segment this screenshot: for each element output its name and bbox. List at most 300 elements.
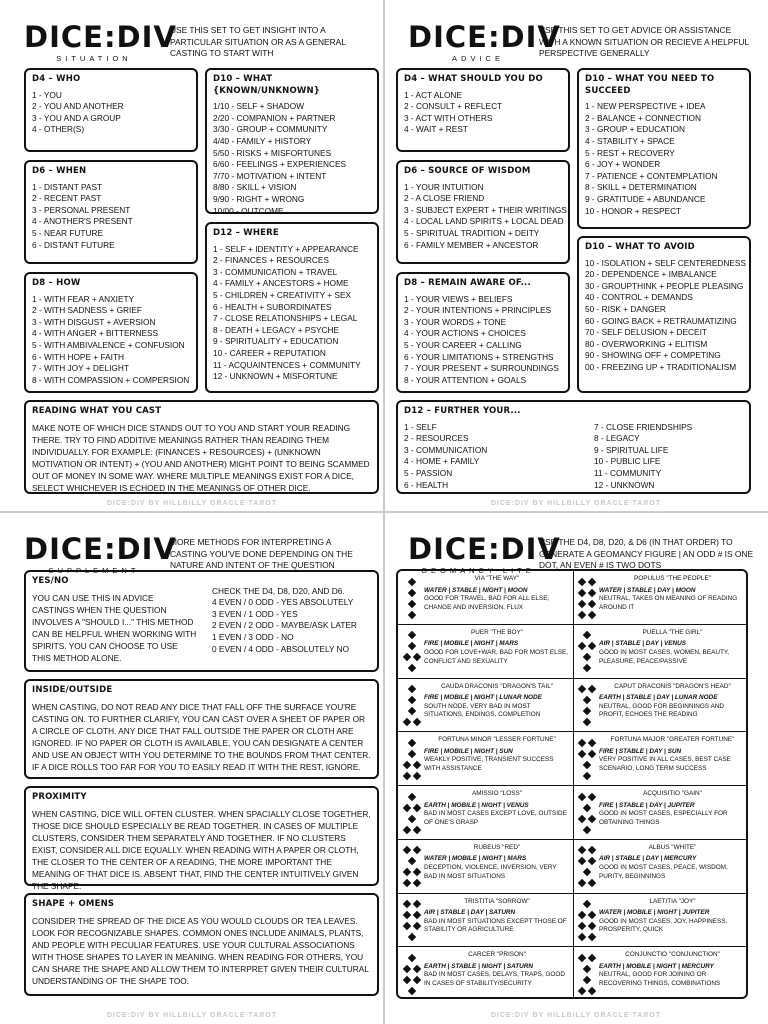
list-item: 4 - WITH ANGER + BITTERNESS: [32, 328, 159, 339]
situation-d10-box: [205, 68, 379, 214]
figure-name: FORTUNA MAJOR "GREATER FORTUNE": [610, 736, 735, 744]
box-title: D10 – WHAT TO AVOID: [585, 242, 695, 252]
box-title: D12 – FURTHER YOUR...: [404, 406, 521, 416]
dot-icon: [408, 631, 416, 639]
dot-icon: [588, 954, 596, 962]
box-title: D4 – WHO: [32, 74, 81, 84]
list-item: 0 EVEN / 4 ODD - ABSOLUTELY NO: [212, 643, 350, 654]
figure-dots-icon: [402, 952, 422, 996]
figure-description: VERY POSITIVE IN ALL CASES, BEST CASE SCENARIO, LONG TERM SUCCESS: [599, 756, 731, 773]
list-item: 5/50 - RISKS + MISFORTUNES: [213, 147, 332, 158]
geomancy-figure: [398, 840, 574, 894]
list-item: 1 - YOUR INTUITION: [404, 181, 484, 192]
figure-dots-icon: [577, 791, 597, 835]
item-list: [585, 101, 743, 217]
figure-attributes: FIRE | MOBILE | NIGHT | SUN: [424, 747, 513, 755]
list-item: 3/30 - GROUP + COMMUNITY: [213, 124, 328, 135]
situation-d4-box: [24, 68, 198, 152]
situation-panel: [0, 0, 384, 512]
dot-icon: [403, 718, 411, 726]
dot-icon: [583, 761, 591, 769]
dot-icon: [583, 772, 591, 780]
list-item: 1 - DISTANT PAST: [32, 181, 103, 192]
dot-icon: [578, 954, 586, 962]
list-item: 1 - WITH FEAR + ANXIETY: [32, 293, 135, 304]
list-item: 4 - STABILITY + SPACE: [585, 135, 675, 146]
dot-icon: [578, 739, 586, 747]
dot-icon: [408, 750, 416, 758]
dot-icon: [408, 610, 416, 618]
figure-dots-icon: [577, 576, 597, 620]
dot-icon: [403, 879, 411, 887]
yes-no-content: [32, 585, 371, 664]
figure-text: [599, 629, 746, 666]
situation-reading-box: [24, 400, 379, 494]
advice-intro: USE THIS SET TO GET ADVICE OR ASSISTANCE WITH A KNOWN SITUATION OR RECIEVE A HELPFUL PERSPECTIVE GENERALLY: [539, 25, 749, 58]
list-item: 2 - BALANCE + CONNECTION: [585, 112, 701, 123]
figure-text: [424, 951, 570, 988]
list-item: 2 EVEN / 2 ODD - MAYBE/ASK LATER: [212, 620, 357, 631]
figure-description: WEAKLY POSITIVE, TRANSIENT SUCCESS WITH ASSISTANCE: [424, 756, 554, 773]
dot-icon: [403, 900, 411, 908]
list-item: 5 - REST + RECOVERY: [585, 147, 675, 158]
dot-icon: [578, 857, 586, 865]
geomancy-figure: [573, 894, 748, 948]
list-item: 12 - UNKNOWN: [594, 479, 655, 490]
advice-d10-avoid-box: [577, 236, 751, 393]
item-list: [404, 181, 567, 252]
list-item: 6 - JOY + WONDER: [585, 159, 661, 170]
list-item: 6 - DISTANT FUTURE: [32, 239, 115, 250]
list-item: 8 - LEGACY: [594, 433, 640, 444]
advice-d12-box: [396, 400, 751, 494]
dot-icon: [583, 965, 591, 973]
shape-omens-box: [24, 893, 379, 996]
figure-attributes: AIR | STABLE | DAY | MERCURY: [599, 855, 697, 863]
list-item: 30 - GROUPTHINK + PEOPLE PLEASING: [585, 280, 744, 291]
figure-attributes: WATER | MOBILE | NIGHT | JUPITER: [599, 909, 710, 917]
geomancy-figure: [398, 894, 574, 948]
proximity-box: [24, 786, 379, 891]
dot-icon: [413, 718, 421, 726]
figure-dots-icon: [577, 737, 597, 781]
figure-description: GOOD IN MOST CASES, ESPECIALLY FOR OBTAINING THINGS: [599, 810, 728, 826]
list-item: 1/10 - SELF + SHADOW: [213, 101, 305, 112]
list-item: 5 - NEAR FUTURE: [32, 227, 103, 238]
figure-name: VIA "THE WAY": [474, 575, 520, 582]
box-text: WHEN CASTING, DO NOT READ ANY DICE THAT FALL OFF THE SURFACE YOU'RE CASTING ON. TO FURTHER CLARIFY, YOU CAN CAST OVER A SHEET OF PAPER OR A CIRCLE OF CLOTH. ANY DICE THAT FALL OUTSIDE THE PAPER OR CLOTH ARE IGNORED. IF NO PAPER OR CLOTH IS AVAILABLE, YOU CAN DESIGNATE A CENTER AND USE AN OBJECT WITH YOU DETERMINE TO THE BOUNDS FROM THAT CENTER. IF A DICE ROLLS TOO FAR FOR YOU TO EASILY READ IT WITH THE REST, IGNORE.: [32, 701, 371, 772]
dot-icon: [588, 599, 596, 607]
yes-no-table: [212, 586, 357, 664]
list-item: 20 - DEPENDENCE + IMBALANCE: [585, 269, 717, 280]
figure-attributes: FIRE | STABLE | DAY | SUN: [599, 747, 682, 755]
figure-attributes: FIRE | STABLE | DAY | JUPITER: [599, 801, 695, 809]
two-columns: [404, 422, 743, 492]
figure-description: NEUTRAL, TAKES ON MEANING OF READING AROUND IT: [599, 595, 738, 611]
figure-attributes: EARTH | STABLE | DAY | LUNAR NODE: [599, 694, 718, 702]
dot-icon: [588, 610, 596, 618]
list-item: 4 - OTHER(S): [32, 124, 85, 135]
dot-icon: [413, 879, 421, 887]
figure-text: [599, 951, 746, 988]
dot-icon: [583, 900, 591, 908]
dot-icon: [588, 857, 596, 865]
dot-icon: [583, 707, 591, 715]
supplement-intro: MORE METHODS FOR INTERPRETING A CASTING YOU'VE DONE DEPENDING ON THE NATURE AND INTENT OF THE QUESTION: [170, 537, 353, 570]
figure-description: BAD IN MOST SITUATIONS EXCEPT THOSE OF STABILITY OR AGRICULTURE: [424, 917, 567, 934]
advice-d4-box: [396, 68, 570, 152]
geomancy-figure: [398, 947, 574, 999]
list-item: 7 - CLOSE RELATIONSHIPS + LEGAL: [213, 313, 358, 324]
list-item: 6 - FAMILY MEMBER + ANCESTOR: [404, 239, 539, 250]
figure-attributes: WATER | MOBILE | NIGHT | MARS: [424, 855, 527, 863]
figure-attributes: EARTH | MOBILE | NIGHT | MERCURY: [599, 962, 714, 970]
list-item: 1 - YOU: [32, 89, 62, 100]
footer: DICE:DIV BY HILLBILLY ORACLE TAROT: [106, 1012, 278, 1019]
geomancy-table: [396, 569, 748, 999]
list-item: 12 - UNKNOWN + MISFORTUNE: [213, 371, 338, 382]
figure-text: [424, 683, 570, 720]
geomancy-figure: [573, 947, 748, 999]
list-item: 60 - GOING BACK + RETRAUMATIZING: [585, 315, 737, 326]
advice-panel: [384, 0, 768, 512]
figure-name: ACQUISITIO "GAIN": [643, 790, 702, 797]
footer: DICE:DIV BY HILLBILLY ORACLE TAROT: [490, 1012, 662, 1019]
figure-attributes: FIRE | MOBILE | NIGHT | MARS: [424, 640, 519, 648]
geomancy-figure: [398, 571, 574, 625]
dot-icon: [408, 792, 416, 800]
list-item: 1 - SELF + IDENTITY + APPEARANCE: [213, 243, 359, 254]
logo-title: DICE:DIV: [408, 20, 561, 54]
dot-icon: [583, 664, 591, 672]
figure-name: AMISSIO "LOSS": [472, 790, 522, 797]
list-item: 3 - YOUR WORDS + TONE: [404, 316, 507, 327]
figure-attributes: WATER | STABLE | NIGHT | MOON: [424, 586, 528, 594]
item-list: [32, 90, 190, 136]
list-item: 10 - CAREER + REPUTATION: [213, 347, 326, 358]
dot-icon: [578, 610, 586, 618]
dot-icon: [583, 718, 591, 726]
dot-icon: [413, 922, 421, 930]
dot-icon: [403, 911, 411, 919]
figure-dots-icon: [402, 737, 422, 781]
list-item: 3 EVEN / 1 ODD - YES: [212, 608, 298, 619]
list-item: 5 - WITH AMBIVALENCE + CONFUSION: [32, 339, 185, 350]
list-item: 8 - SKILL + DETERMINATION: [585, 182, 697, 193]
dot-icon: [408, 642, 416, 650]
list-item: 10 - PUBLIC LIFE: [594, 456, 661, 467]
figure-description: BAD IN MOST CASES EXCEPT LOVE, OUTSIDE OF ONE'S GRASP: [424, 810, 567, 826]
dot-icon: [403, 965, 411, 973]
box-text: WHEN CASTING, DICE WILL OFTEN CLUSTER. WHEN SPACIALLY CLOSE TOGETHER, THOSE DICE SHOULD ESPECIALLY BE READ TOGETHER. IN CASES OF MULTIPLE CLUSTERS, CONSIDER THEM SEPARATELY AND TOGETHER. IF NO CLUSTERS EXIST, CONSIDER ALL DICE EQUALLY. WHEN READING WITH A PAPER OR CLOTH, THE CLOSER TO THE CENTER OF A READING, THE MORE IMPORTANT THE MEANING OF THAT DICE IS. ABSENT THAT, FIND THE CENTER INTUITIVELY GIVEN THE SHAPE.: [32, 808, 371, 891]
dot-icon: [408, 857, 416, 865]
figure-attributes: AIR | STABLE | DAY | VENUS: [599, 640, 687, 648]
figure-description: DECEPTION, VIOLENCE, INVERSION, VERY BAD IN MOST SITUATIONS: [424, 863, 557, 880]
list-item: 11 - ACQUAINTENCES + COMMUNITY: [213, 359, 361, 370]
geomancy-figure: [573, 786, 748, 840]
dot-icon: [413, 825, 421, 833]
dot-icon: [408, 987, 416, 995]
geomancy-figure: [573, 840, 748, 894]
figure-text: [424, 736, 570, 773]
dot-icon: [583, 696, 591, 704]
dot-icon: [578, 577, 586, 585]
box-title: SHAPE + OMENS: [32, 899, 115, 909]
list-item: 9 - SPIRITUALITY + EDUCATION: [213, 336, 339, 347]
dot-icon: [583, 825, 591, 833]
dot-icon: [588, 577, 596, 585]
logo-subtitle: SUPPLEMENT: [48, 566, 140, 575]
figure-dots-icon: [577, 684, 597, 728]
list-item: 5 - YOUR CAREER + CALLING: [404, 339, 522, 350]
dot-icon: [408, 599, 416, 607]
list-item: 5 - SPIRITUAL TRADITION + DEITY: [404, 227, 540, 238]
figure-dots-icon: [402, 791, 422, 835]
dot-icon: [403, 772, 411, 780]
figure-description: SOUTH NODE, VERY BAD IN MOST SITUATIONS, ENDINGS, COMPLETION: [424, 702, 541, 719]
dot-icon: [578, 922, 586, 930]
dot-icon: [408, 664, 416, 672]
list-item: 11 - COMMUNITY: [594, 467, 662, 478]
dot-icon: [578, 933, 586, 941]
geomancy-figure: [573, 571, 748, 625]
dot-icon: [588, 750, 596, 758]
figure-name: CAPUT DRACONIS "DRAGON'S HEAD": [614, 682, 731, 690]
box-title: D6 – WHEN: [32, 166, 87, 176]
figure-description: GOOD FOR LOVE+WAR, BAD FOR MOST ELSE, CONFLICT AND SEXUALITY: [424, 648, 568, 665]
dot-icon: [408, 707, 416, 715]
item-list: [32, 294, 190, 387]
list-item: 8 - YOUR ATTENTION + GOALS: [404, 374, 527, 385]
dot-icon: [408, 814, 416, 822]
box-title: D8 – HOW: [32, 278, 81, 288]
geomancy-figure: [398, 786, 574, 840]
supplement-panel: [0, 512, 384, 1024]
list-item: 7/70 - MOTIVATION + INTENT: [213, 170, 327, 181]
box-title: READING WHAT YOU CAST: [32, 406, 162, 416]
figure-text: [599, 844, 746, 881]
figure-dots-icon: [402, 845, 422, 889]
list-item: 4 - LOCAL LAND SPIRITS + LOCAL DEAD: [404, 216, 564, 227]
figure-attributes: EARTH | MOBILE | NIGHT | VENUS: [424, 801, 529, 809]
box-title: D12 – WHERE: [213, 228, 279, 238]
list-item: 7 - PATIENCE + CONTEMPLATION: [585, 170, 718, 181]
list-item: 40 - CONTROL + DEMANDS: [585, 292, 693, 303]
dot-icon: [588, 846, 596, 854]
list-item: 4 - ANOTHER'S PRESENT: [32, 216, 133, 227]
figure-text: [599, 898, 746, 935]
dot-icon: [583, 976, 591, 984]
list-item: 2 - CONSULT + REFLECT: [404, 101, 503, 112]
figure-dots-icon: [402, 576, 422, 620]
advice-logo: [408, 20, 561, 63]
footer: DICE:DIV BY HILLBILLY ORACLE TAROT: [106, 500, 278, 507]
box-text: CONSIDER THE SPREAD OF THE DICE AS YOU WOULD CLOUDS OR TEA LEAVES. LOOK FOR RECOGNIZABLE SHAPES. COMMON ONES INCLUDE ANIMALS, PLANTS, AND PEOPLE WITH PECULIAR FEATURES. USE YOUR CULTURAL ASSOCIATIONS WITH THOSE SHAPES TO LAYER IN MEANING. WHEN READING FOR OTHERS, YOU CAN SHARE THE SHAPE AND ALLOW THEM TO INTERPRET GIVEN THEIR CULTURAL UNDERSTANDING OF THE SHAPE TOO.: [32, 915, 369, 986]
figure-name: CARCER "PRISON": [468, 951, 526, 959]
geomancy-intro: USE THE D4, D8, D20, & D6 (IN THAT ORDER) TO GENERATE A GEOMANCY FIGURE | AN ODD # IS ONE DOT, AN EVEN # IS TWO DOTS: [539, 537, 754, 570]
figure-text: [599, 683, 746, 720]
dot-icon: [588, 642, 596, 650]
list-item: 1 - NEW PERSPECTIVE + IDEA: [585, 101, 706, 112]
list-item: 10 - HONOR + RESPECT: [585, 205, 682, 216]
list-item: 8 - DEATH + LEGACY + PSYCHE: [213, 324, 340, 335]
dot-icon: [408, 954, 416, 962]
figure-description: NEUTRAL, GOOD FOR BEGINNINGS AND PROFIT, ECHOES THE READING: [599, 702, 724, 719]
column-2: [594, 422, 692, 492]
box-text: MAKE NOTE OF WHICH DICE STANDS OUT TO YOU AND START YOUR READING THERE. TRY TO FIND ADDITIVE MEANINGS RATHER THAN READING THEM INDIVIDUALLY. FOR EXAMPLE: (FINANCES + RESOURCES) + (UNKNOWN MOTIVATION OR INTENT) + (YOU AND ANOTHER) MIGHT POINT TO BEING SCAMMED OUT OF MONEY IN SOME WAY. WHERE MULTIPLE MEANINGS EXIST FOR A DICE, SELECT WHICHEVER IS ECHOED IN THE MEANINGS OF OTHER DICE.: [32, 422, 370, 493]
dot-icon: [588, 739, 596, 747]
dot-icon: [403, 653, 411, 661]
list-item: 6 - WITH HOPE + FAITH: [32, 351, 124, 362]
box-title: PROXIMITY: [32, 792, 87, 802]
figure-dots-icon: [402, 899, 422, 943]
dot-icon: [413, 761, 421, 769]
list-item: 4 - FAMILY + ANCESTORS + HOME: [213, 278, 349, 289]
list-item: 10 - ISOLATION + SELF CENTEREDNESS: [585, 257, 746, 268]
dot-icon: [588, 987, 596, 995]
figure-name: ALBUS "WHITE": [648, 843, 697, 851]
list-item: 8 - WITH COMPASSION + COMPERSION: [32, 374, 190, 385]
dot-icon: [413, 976, 421, 984]
list-item: 7 - WITH JOY + DELIGHT: [32, 363, 129, 374]
figure-text: [599, 575, 746, 612]
logo-subtitle: GEOMANCY LITE: [421, 566, 535, 575]
dot-icon: [588, 922, 596, 930]
dot-icon: [578, 911, 586, 919]
item-list: [213, 244, 371, 383]
figure-text: [424, 629, 570, 666]
dot-icon: [588, 685, 596, 693]
box-title: D10 – WHAT YOU NEED TO SUCCEED: [585, 74, 715, 96]
figure-text: [424, 898, 570, 935]
list-item: 10/00 - OUTCOME: [213, 205, 284, 216]
figure-dots-icon: [577, 952, 597, 996]
dot-icon: [588, 792, 596, 800]
figure-name: POPULUS "THE PEOPLE": [634, 575, 711, 582]
dot-icon: [583, 631, 591, 639]
footer: DICE:DIV BY HILLBILLY ORACLE TAROT: [490, 500, 662, 507]
figure-attributes: EARTH | STABLE | NIGHT | SATURN: [424, 962, 534, 970]
geomancy-figure: [573, 679, 748, 733]
dot-icon: [413, 803, 421, 811]
list-item: 2 - FINANCES + RESOURCES: [213, 255, 329, 266]
logo-title: DICE:DIV: [408, 532, 561, 566]
list-item: 9/90 - RIGHT + WRONG: [213, 193, 305, 204]
item-list: [404, 294, 562, 387]
figure-dots-icon: [577, 899, 597, 943]
figure-name: CONJUNCTIO "CONJUNCTION": [625, 951, 720, 959]
dot-icon: [578, 685, 586, 693]
situation-d12-box: [205, 222, 379, 393]
list-item: 7 - YOUR PRESENT + SURROUNDINGS: [404, 363, 559, 374]
inside-outside-box: [24, 679, 379, 779]
figure-attributes: WATER | STABLE | DAY | MOON: [599, 586, 696, 594]
item-list: [213, 101, 371, 217]
advice-d10-succeed-box: [577, 68, 751, 229]
situation-d6-box: [24, 160, 198, 264]
dot-icon: [588, 814, 596, 822]
figure-dots-icon: [577, 845, 597, 889]
list-item: 1 EVEN / 3 ODD - NO: [212, 631, 294, 642]
dot-icon: [413, 772, 421, 780]
list-item: 3 - ACT WITH OTHERS: [404, 112, 493, 123]
geomancy-figure: [573, 732, 748, 786]
dot-icon: [578, 750, 586, 758]
list-item: 70 - SELF DELUSION + DECEIT: [585, 327, 707, 338]
dot-icon: [578, 879, 586, 887]
list-item: 90 - SHOWING OFF + COMPETING: [585, 350, 721, 361]
dot-icon: [578, 987, 586, 995]
box-title: D4 – WHAT SHOULD YOU DO: [404, 74, 543, 84]
geomancy-figure: [398, 679, 574, 733]
figure-name: LAETITIA "JOY": [649, 897, 696, 905]
dot-icon: [578, 599, 586, 607]
logo-title: DICE:DIV: [24, 20, 177, 54]
box-text: YOU CAN USE THIS IN ADVICE CASTINGS WHEN THE QUESTION INVOLVES A "SHOULD I..." THIS METHOD CAN BE HELPFUL WHEN WORKING WITH SPIRITS. YOU CAN CHOOSE TO USE THIS METHOD ALONE.: [32, 592, 197, 663]
dot-icon: [408, 577, 416, 585]
list-item: 6 - HEALTH + SUBORDINATES: [213, 301, 332, 312]
figure-text: [424, 844, 570, 881]
geomancy-figure: [398, 732, 574, 786]
item-list: [404, 90, 562, 136]
list-item: 7 - CLOSE FRIENDSHIPS: [594, 421, 693, 432]
dot-icon: [588, 879, 596, 887]
situation-d8-box: [24, 272, 198, 393]
dot-icon: [578, 642, 586, 650]
figure-text: [424, 575, 570, 612]
dot-icon: [403, 976, 411, 984]
dot-icon: [588, 588, 596, 596]
list-item: 1 - YOUR VIEWS + BELIEFS: [404, 293, 513, 304]
logo-title: DICE:DIV: [24, 532, 177, 566]
geomancy-figure: [573, 625, 748, 679]
list-item: 3 - COMMUNICATION: [404, 444, 488, 455]
list-item: 4 - WAIT + REST: [404, 124, 468, 135]
figure-name: TRISTITIA "SORROW": [464, 897, 530, 905]
dot-icon: [403, 922, 411, 930]
dot-icon: [403, 803, 411, 811]
list-item: 3 - SUBJECT EXPERT + THEIR WRITINGS: [404, 204, 567, 215]
dot-icon: [403, 868, 411, 876]
dot-icon: [588, 911, 596, 919]
column-1: [404, 422, 574, 492]
list-item: 9 - GRATITUDE + ABUNDANCE: [585, 193, 706, 204]
figure-description: GOOD FOR TRAVEL, BAD FOR ALL ELSE, CHANGE AND INVERSION, FLUX: [424, 595, 550, 611]
list-item: CHECK THE D4, D8, D20, AND D6.: [212, 585, 345, 596]
list-item: 2 - WITH SADNESS + GRIEF: [32, 305, 142, 316]
dot-icon: [588, 933, 596, 941]
list-item: 1 - ACT ALONE: [404, 89, 462, 100]
dot-icon: [578, 588, 586, 596]
item-list: [585, 257, 746, 374]
dot-icon: [403, 846, 411, 854]
figure-text: [599, 736, 746, 773]
figure-name: FORTUNA MINOR "LESSER FORTUNE": [438, 736, 556, 744]
dot-icon: [408, 685, 416, 693]
dot-icon: [413, 653, 421, 661]
figure-dots-icon: [402, 684, 422, 728]
figure-name: RUBEUS "RED": [473, 843, 521, 851]
list-item: 4 - YOUR ACTIONS + CHOICES: [404, 328, 526, 339]
figure-name: CAUDA DRACONIS "DRAGON'S TAIL": [440, 682, 554, 690]
list-item: 2 - RECENT PAST: [32, 193, 102, 204]
dot-icon: [578, 792, 586, 800]
list-item: 3 - YOU AND A GROUP: [32, 112, 121, 123]
dot-icon: [578, 814, 586, 822]
list-item: 5 - PASSION: [404, 467, 453, 478]
list-item: 6 - HEALTH: [404, 479, 449, 490]
dot-icon: [413, 900, 421, 908]
